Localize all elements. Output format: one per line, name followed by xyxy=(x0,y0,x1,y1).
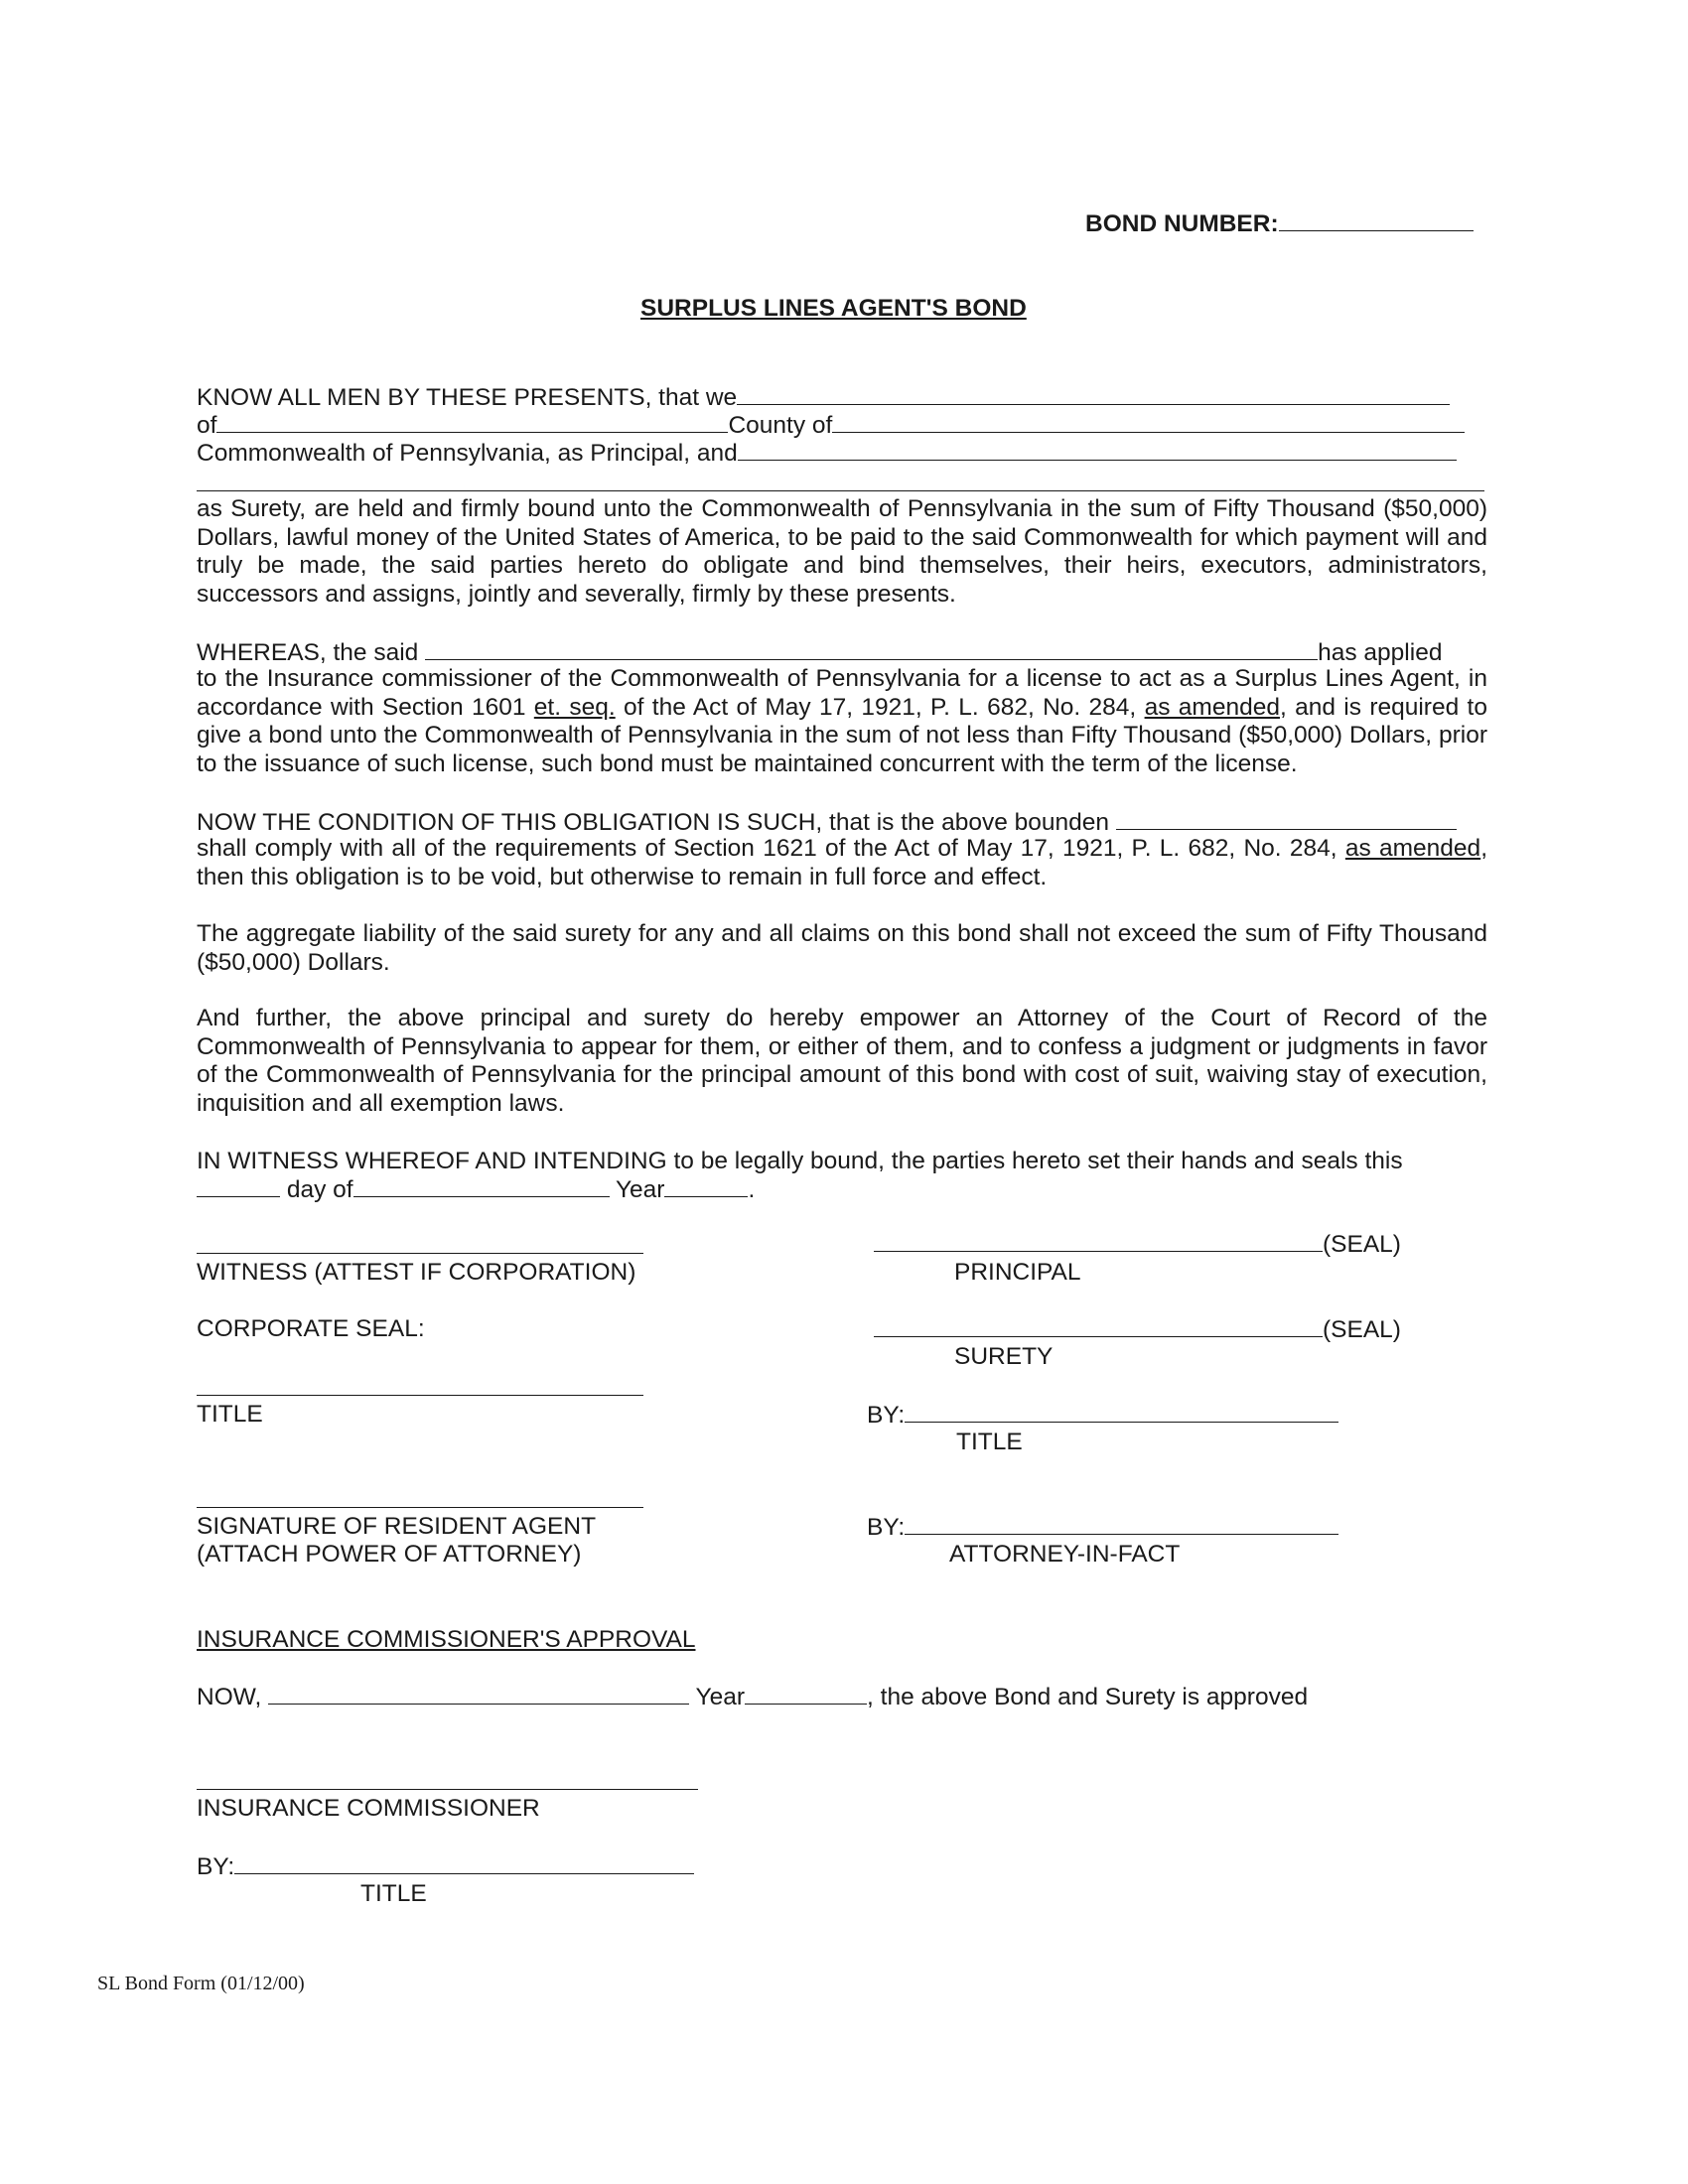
by-label-2: BY: xyxy=(867,1514,906,1541)
whereas-paragraph xyxy=(197,665,1487,779)
form-title: SURPLUS LINES AGENT'S BOND xyxy=(640,295,1027,322)
whereas-line-1 xyxy=(197,637,1442,668)
surety-label: SURETY xyxy=(954,1343,1054,1370)
principal-seal-label: (SEAL) xyxy=(1323,1231,1401,1258)
et-seq-text: et. seq. xyxy=(533,693,616,721)
county-field[interactable] xyxy=(832,410,1465,433)
year-label: Year xyxy=(615,1176,665,1203)
commissioner-label: INSURANCE COMMISSIONER xyxy=(197,1795,540,1822)
surety-continuation-line[interactable] xyxy=(197,490,1484,491)
surety-name-field[interactable] xyxy=(738,438,1457,461)
commissioner-by-row xyxy=(197,1851,694,1882)
intro-text: KNOW ALL MEN BY THESE PRESENTS, that we xyxy=(197,384,738,411)
title-label-2: TITLE xyxy=(956,1429,1023,1455)
approval-heading: INSURANCE COMMISSIONER'S APPROVAL xyxy=(197,1626,696,1653)
now-label: NOW, xyxy=(197,1684,262,1710)
surety-signature-field[interactable] xyxy=(874,1314,1323,1337)
title-label-1: TITLE xyxy=(197,1401,263,1428)
commissioner-by-field[interactable] xyxy=(234,1851,694,1874)
bond-number-field[interactable] xyxy=(1279,208,1474,231)
principal-signature-field[interactable] xyxy=(874,1229,1323,1252)
attorney-by-field[interactable] xyxy=(905,1512,1338,1535)
day-of-label: day of xyxy=(286,1176,353,1203)
approved-text: , the above Bond and Surety is approved xyxy=(867,1684,1309,1710)
commissioner-title-label: TITLE xyxy=(360,1880,427,1907)
aggregate-paragraph: The aggregate liability of the said surety for any and all claims on this bond shall not exceed the sum of Fifty Thousand ($50,000) Dollars. xyxy=(197,920,1487,976)
form-footer: SL Bond Form (01/12/00) xyxy=(97,1973,305,1994)
witness-signature-line[interactable] xyxy=(197,1253,643,1254)
approval-line xyxy=(197,1682,1308,1712)
condition-line-1 xyxy=(197,807,1457,838)
whereas-start: WHEREAS, the said xyxy=(197,639,419,666)
surety-by-row xyxy=(867,1400,1338,1431)
condition-paragraph xyxy=(197,835,1487,891)
surety-paragraph: as Surety, are held and firmly bound unto the Commonwealth of Pennsylvania in the sum of Fifty Thousand ($50,000) Dollars, lawful money of the United States of America, to be paid to the said Commonwealth for which payment will and truly be made, the said parties hereto do obligate and bind themselves, their heirs, executors, administrators, successors and assigns, jointly and severally, firmly by these presents. xyxy=(197,495,1487,609)
intro-line-3 xyxy=(197,438,1457,469)
principal-name-field[interactable] xyxy=(737,382,1450,405)
month-field[interactable] xyxy=(353,1174,610,1197)
attorney-in-fact-label: ATTORNEY-IN-FACT xyxy=(949,1541,1181,1568)
bond-number-label: BOND NUMBER: xyxy=(1085,210,1279,237)
bond-number-row xyxy=(1085,208,1474,239)
signature-resident-agent-label: SIGNATURE OF RESIDENT AGENT xyxy=(197,1513,597,1540)
county-label: County of xyxy=(728,412,833,439)
commissioner-by-label: BY: xyxy=(197,1853,235,1880)
bounden-field[interactable] xyxy=(1116,807,1457,830)
principal-address-field[interactable] xyxy=(216,410,728,433)
whereas-text-3: , and is required to give a bond unto the Commonwealth of Pennsylvania in the sum of not less than Fifty Thousand ($50,000) Dollars, prior to the issuance of such license, such bond must be maintained concurrent with the term of the license. xyxy=(197,693,1487,778)
whereas-text-1: to the Insurance commissioner of the Commonwealth of Pennsylvania for a license to act as a Surplus Lines Agent, in accordance with Section 1601 xyxy=(197,665,1487,721)
day-field[interactable] xyxy=(197,1174,280,1197)
corporate-title-line[interactable] xyxy=(197,1395,643,1396)
condition-text-2: , then this obligation is to be void, but otherwise to remain in full force and effect. xyxy=(197,835,1487,890)
witness-line-1: IN WITNESS WHEREOF AND INTENDING to be legally bound, the parties hereto set their hands and seals this xyxy=(197,1148,1403,1174)
attach-poa-label: (ATTACH POWER OF ATTORNEY) xyxy=(197,1541,582,1568)
by-label-1: BY: xyxy=(867,1402,906,1429)
intro-line-2 xyxy=(197,410,1465,441)
principal-label: PRINCIPAL xyxy=(954,1259,1081,1286)
surety-by-field[interactable] xyxy=(905,1400,1338,1423)
surety-seal-label: (SEAL) xyxy=(1323,1316,1401,1343)
witness-attest-label: WITNESS (ATTEST IF CORPORATION) xyxy=(197,1259,636,1286)
period: . xyxy=(748,1176,756,1203)
condition-start: NOW THE CONDITION OF THIS OBLIGATION IS SUCH, that is the above bounden xyxy=(197,809,1110,836)
year-field[interactable] xyxy=(664,1174,748,1197)
approval-year-field[interactable] xyxy=(745,1682,867,1705)
has-applied-text: has applied xyxy=(1318,639,1443,666)
corporate-seal-label: CORPORATE SEAL: xyxy=(197,1315,425,1342)
intro-line-1 xyxy=(197,382,1450,413)
attorney-by-row xyxy=(867,1512,1338,1543)
condition-as-amended: as amended xyxy=(1344,835,1481,862)
further-paragraph: And further, the above principal and surety do hereby empower an Attorney of the Court of Record of the Commonwealth of Pennsylvania to appear for them, or either of them, and to confess a judgment or judgments in favor of the Commonwealth of Pennsylvania for the principal amount of this bond with cost of suit, waiving stay of execution, inquisition and all exemption laws. xyxy=(197,1005,1487,1118)
of-label: of xyxy=(197,412,217,439)
commissioner-signature-line[interactable] xyxy=(197,1789,698,1790)
principal-seal-row xyxy=(874,1229,1401,1260)
whereas-principal-field[interactable] xyxy=(425,637,1318,660)
approval-date-field[interactable] xyxy=(268,1682,689,1705)
surety-seal-row xyxy=(874,1314,1401,1345)
principal-and-text: Commonwealth of Pennsylvania, as Principal, and xyxy=(197,440,738,467)
resident-agent-signature-line[interactable] xyxy=(197,1507,643,1508)
witness-line-2 xyxy=(197,1174,755,1205)
approval-year-label: Year xyxy=(695,1684,746,1710)
as-amended-text: as amended xyxy=(1144,693,1280,721)
condition-text-1: shall comply with all of the requirements of Section 1621 of the Act of May 17, 1921, P. L. 682, No. 284, xyxy=(197,835,1345,862)
whereas-text-2: of the Act of May 17, 1921, P. L. 682, No. 284, xyxy=(615,693,1145,721)
